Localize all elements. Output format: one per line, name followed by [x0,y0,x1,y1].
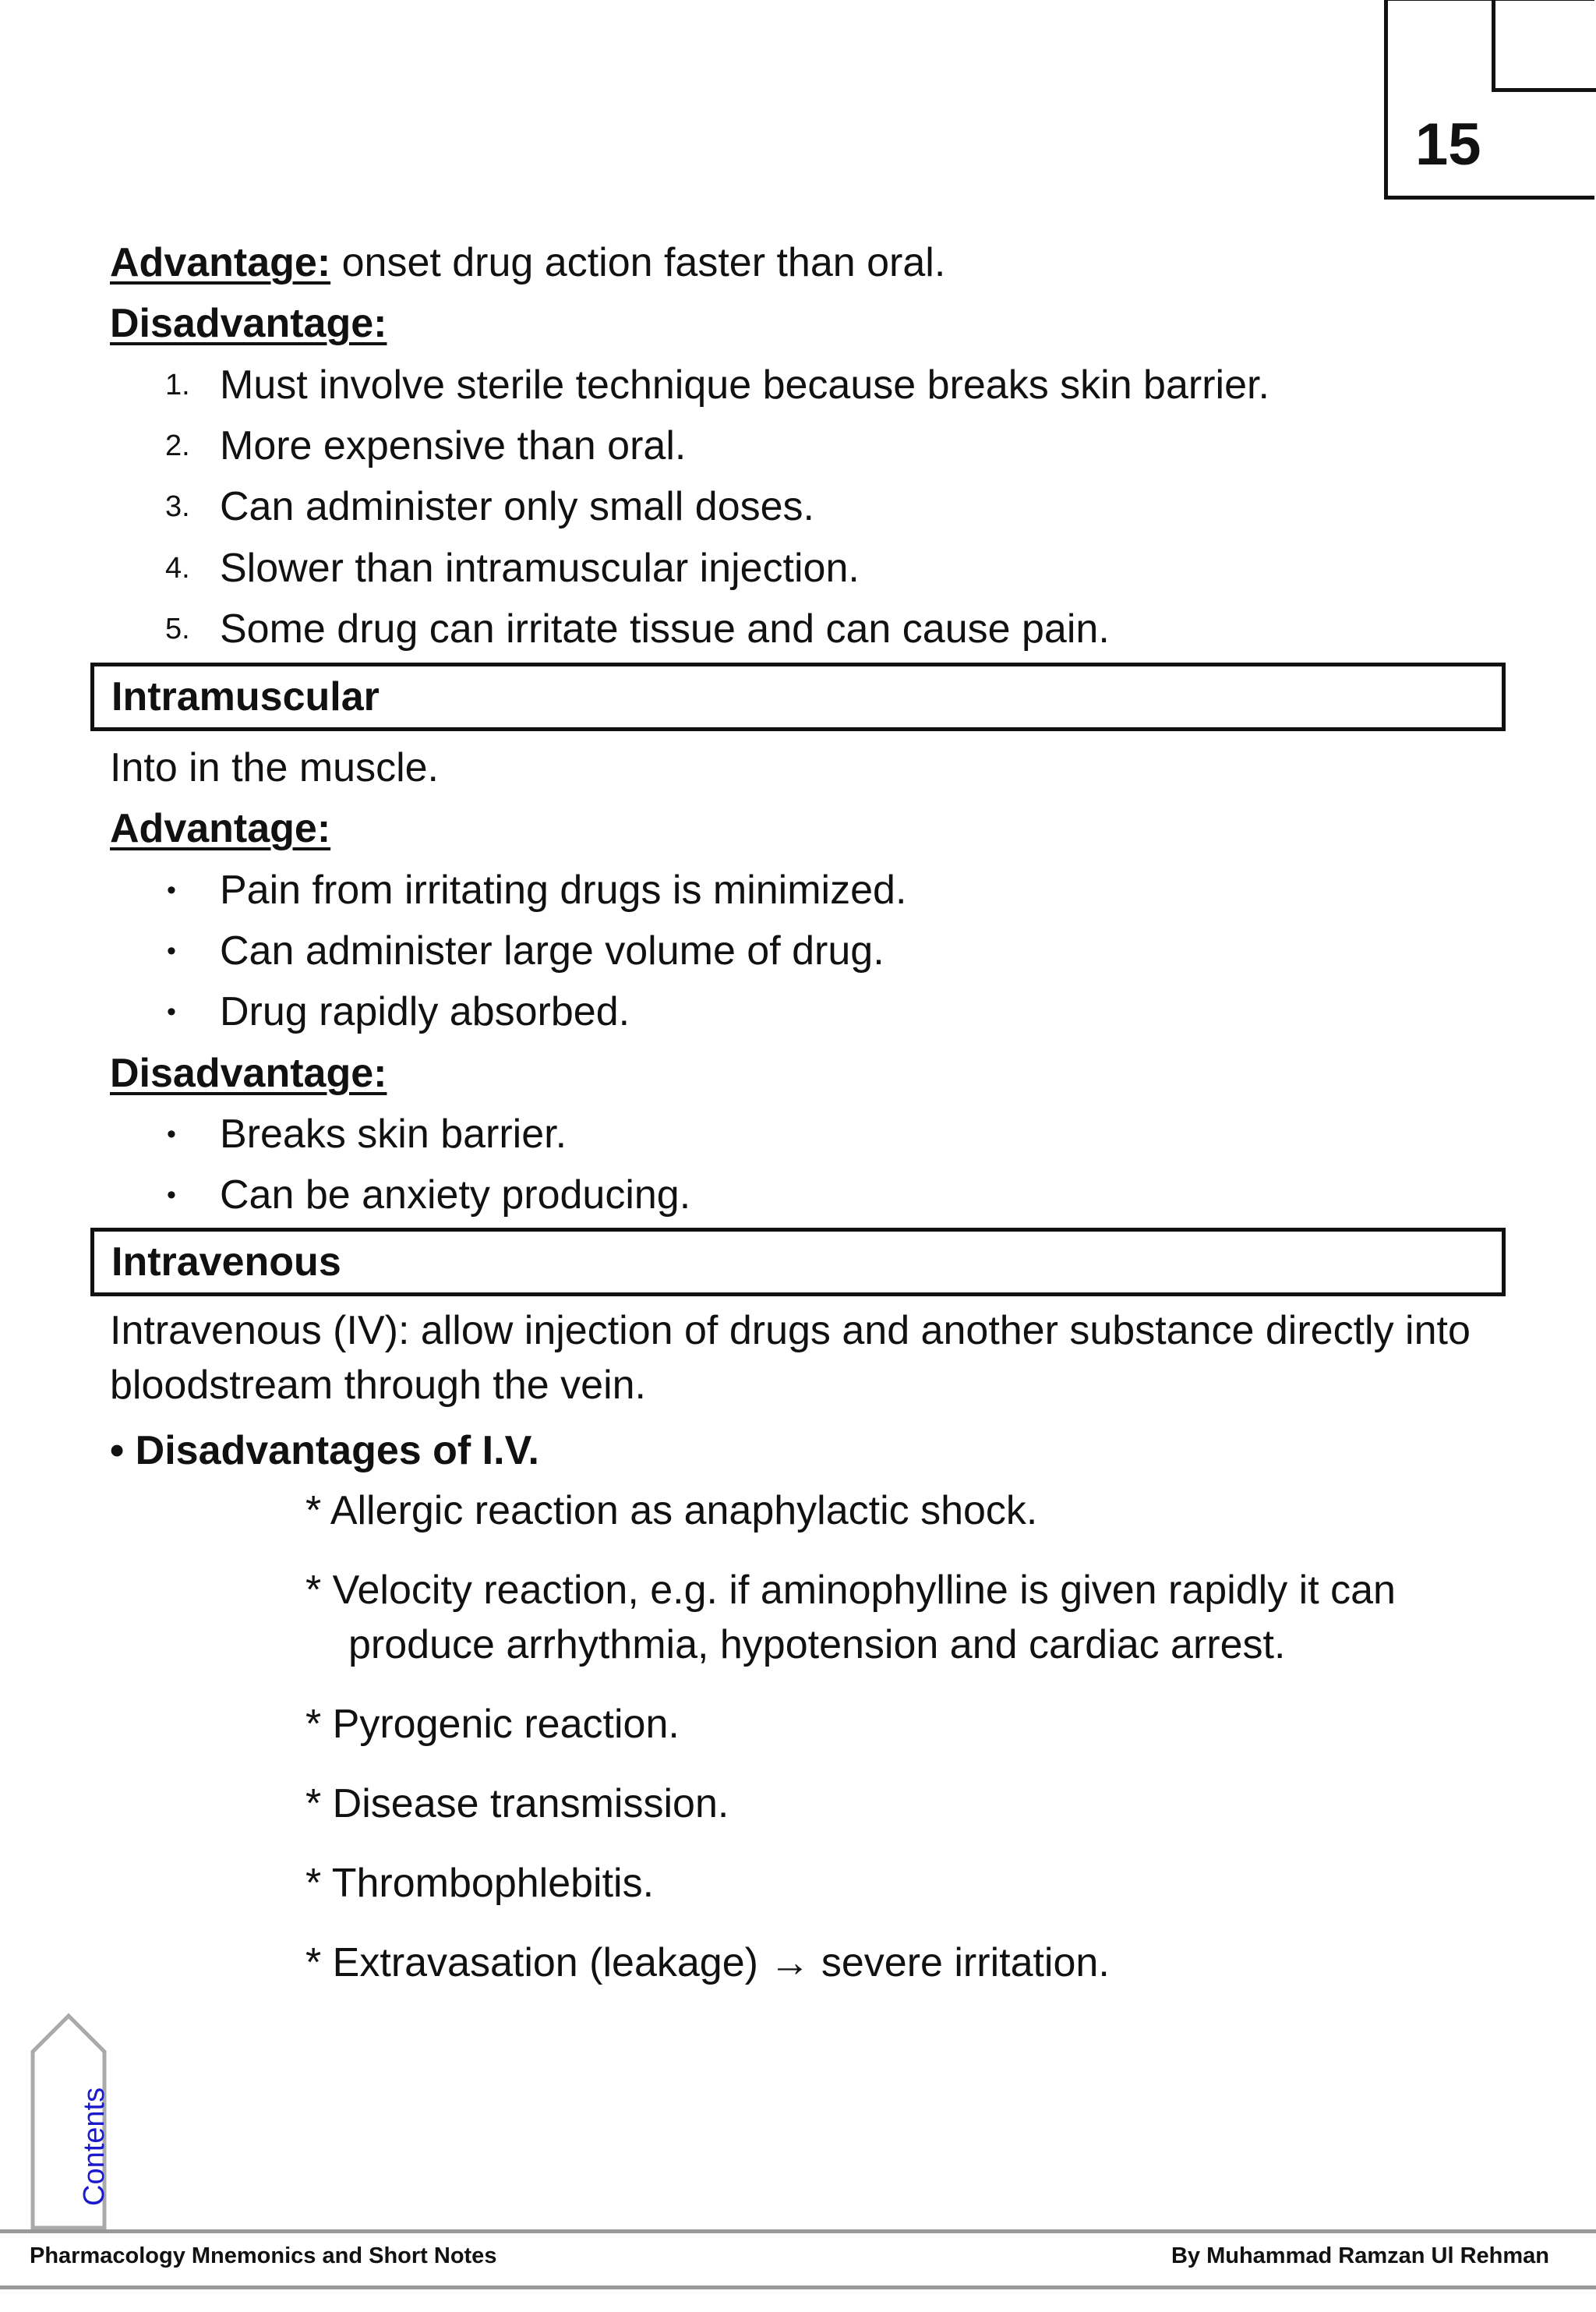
list-item-text: * Extravasation (leakage) → severe irritation. [305,1940,1110,1985]
subcutaneous-disadvantage-heading [110,293,387,354]
section-header-intravenous [90,1228,1506,1296]
list-item-text: * Velocity reaction, e.g. if aminophylline is given rapidly it can [305,1568,1396,1613]
list-item-text: * Pyrogenic reaction. [305,1702,680,1747]
list-item [305,1776,1474,1831]
list-item-text: Drug rapidly absorbed. [220,989,630,1034]
list-number: 5. [165,613,190,645]
footer-divider [0,2229,1596,2233]
page-corner-decoration [1492,0,1596,92]
intramuscular-disadvantage-heading [110,1043,387,1104]
disadvantage-label: Disadvantage: [110,301,387,346]
section-title: Intramuscular [111,674,380,719]
contents-tab-label[interactable]: Contents [78,2087,111,2206]
list-item [305,1563,1474,1672]
advantage-label: Advantage: [110,806,331,851]
intramuscular-description: Into in the muscle. [110,745,439,790]
advantage-text: onset drug action faster than oral. [330,240,946,285]
intravenous-disadvantages-heading: • Disadvantages of I.V. [110,1428,539,1473]
bullet-icon: • [167,1180,176,1210]
list-item-text: Can administer large volume of drug. [220,928,885,974]
subcutaneous-advantage [110,232,945,293]
section-title: Intravenous [111,1239,341,1285]
advantage-label: Advantage: [110,240,331,285]
footer-author: By Muhammad Ramzan Ul Rehman [1171,2243,1549,2268]
bullet-icon: • [167,936,176,966]
list-item [305,1697,1474,1752]
list-number: 3. [165,490,190,523]
list-item-continuation: produce arrhythmia, hypotension and cardiac arrest. [348,1622,1286,1667]
list-item-text: More expensive than oral. [220,423,687,468]
list-number: 1. [165,369,190,401]
footer-divider [0,2285,1596,2289]
intravenous-description: Intravenous (IV): allow injection of drugs and another substance directly into bloodstream through the vein. [110,1308,1471,1408]
bullet-icon: • [167,997,176,1027]
list-item-text: Pain from irritating drugs is minimized. [220,868,907,913]
footer-book-title: Pharmacology Mnemonics and Short Notes [30,2243,497,2268]
intramuscular-advantage-heading [110,798,330,859]
list-item-text: Must involve sterile technique because breaks skin barrier. [220,362,1269,408]
list-number: 4. [165,552,190,585]
list-item-text: Can administer only small doses. [220,484,814,529]
list-item-text: * Disease transmission. [305,1781,729,1826]
bullet-icon: • [167,875,176,905]
list-item-text: * Thrombophlebitis. [305,1861,655,1906]
list-item-text: Some drug can irritate tissue and can cause pain. [220,606,1110,652]
list-number: 2. [165,430,190,462]
section-header-intramuscular [90,663,1506,731]
list-item [305,1936,1474,1990]
list-item [305,1856,1474,1911]
list-item [305,1483,1474,1538]
disadvantage-label: Disadvantage: [110,1051,387,1096]
list-item-text: Can be anxiety producing. [220,1172,691,1218]
page-number: 15 [1415,111,1481,178]
list-item-text: Breaks skin barrier. [220,1112,567,1157]
list-item-text: * Allergic reaction as anaphylactic shock. [305,1488,1038,1533]
bullet-icon: • [167,1119,176,1149]
list-item-text: Slower than intramuscular injection. [220,546,860,591]
